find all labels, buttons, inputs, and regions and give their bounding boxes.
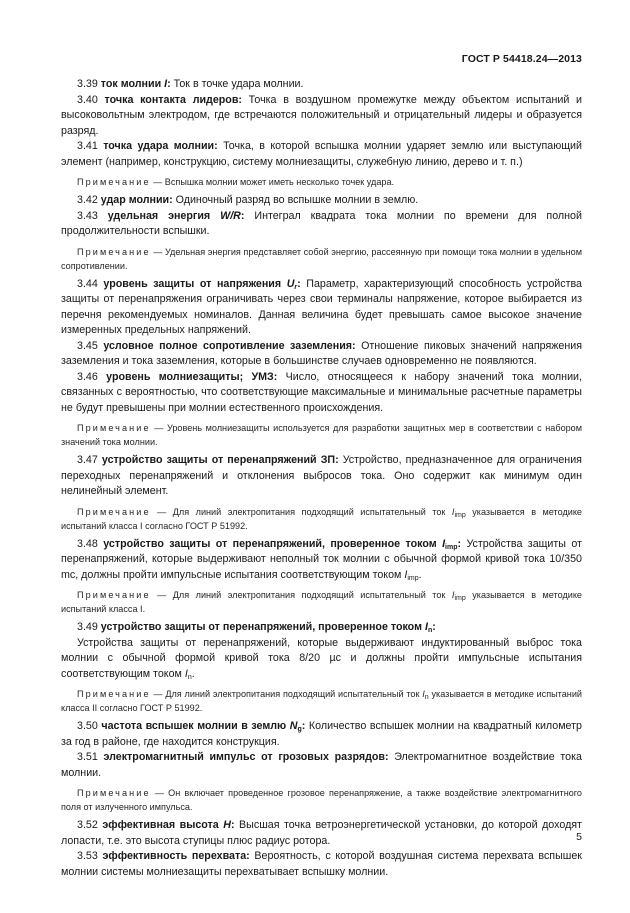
document-header: ГОСТ Р 54418.24—2013 bbox=[461, 53, 582, 65]
document-body bbox=[61, 77, 582, 880]
entry-number: 3.50 bbox=[77, 720, 98, 732]
entry-number: 3.46 bbox=[77, 370, 98, 383]
term: условное полное сопротивление заземления: bbox=[103, 339, 356, 352]
symbol: I bbox=[164, 78, 168, 90]
definition: Число, относящееся к набору значений тока молнии, связанных с вероятностью, что соответствующие максимальные и минимальные расчетные параметры не будут превышены при молнии естественного происхождения. bbox=[61, 370, 582, 414]
entry-number: 3.44 bbox=[77, 277, 98, 290]
term: уровень молниезащиты; УМЗ: bbox=[106, 370, 278, 383]
symbol: H bbox=[223, 819, 231, 831]
definition: Точка, в которой вспышка молнии ударяет землю или выступающий элемент (например, конструкцию, систему молниезащиты, служебную линию, дерево и т. п.) bbox=[61, 140, 582, 168]
term: ток молнии bbox=[100, 78, 162, 90]
entry-3-41 bbox=[61, 139, 582, 170]
entry-number: 3.52 bbox=[77, 819, 98, 831]
entry-3-43: 3.43 удельная энергия W/R: Интеграл квадрата тока молнии по времени для полной продолжительности вспышки. bbox=[61, 209, 582, 237]
note-3-43: Примечание — Удельная энергия представляет собой энергию, рассеянную при помощи тока молнии в удельном сопротивлении. bbox=[61, 246, 582, 271]
entry-3-44: 3.44 уровень защиты от напряжения $U_r$: Параметр, характеризующий способность устройства защиты от перенапряжения ограничивать через свои терминалы напряжение, которое выбирается из перечня рекомендуемых номиналов. Данная величина будет превышать самое высокое значение измеренных предельных напряжений. bbox=[61, 277, 582, 336]
definition: Устройство, предназначенное для ограничения переходных перенапряжений и отклонения выбросов тока. Оно содержит как минимум один нелинейный элемент. bbox=[61, 454, 582, 497]
symbol: I bbox=[422, 689, 425, 699]
entry-number: 3.49 bbox=[77, 621, 98, 633]
note-text: Он включает проведенное грозовое перенапряжение, а также воздействие электромагнитного поля от излученного импульса. bbox=[61, 788, 582, 812]
term: эффективная высота bbox=[102, 819, 219, 831]
note-text: Для линий электропитания подходящий испытательный ток bbox=[165, 689, 423, 699]
entry-3-51 bbox=[61, 750, 582, 781]
entry-3-50: 3.50 частота вспышек молнии в землю $N_g$: Количество вспышек молнии на квадратный километр за год в районе, где находится конструкция. bbox=[61, 720, 582, 748]
term: устройство защиты от перенапряжений, проверенное током bbox=[103, 537, 437, 550]
symbol: I bbox=[424, 621, 428, 633]
entry-3-40 bbox=[61, 93, 582, 140]
note-label: Примечание bbox=[77, 423, 151, 433]
entry-3-46 bbox=[61, 370, 582, 417]
definition: Отношение пиковых значений напряжения заземления и тока заземления, которые в большинстве случаев одновременно не появляются. bbox=[61, 339, 582, 367]
note-text: Для линий электропитания подходящий испытательный ток bbox=[172, 590, 452, 600]
note-3-46: Примечание — Уровень молниезащиты используется для разработки защитных мер в соответствии с набором значений тока молнии. bbox=[61, 423, 582, 447]
symbol: I bbox=[442, 537, 446, 550]
entry-number: 3.53 bbox=[77, 850, 98, 862]
entry-3-49: 3.49 устройство защиты от перенапряжений, проверенное током $I_n$: bbox=[77, 621, 436, 634]
note-label: Примечание bbox=[77, 689, 151, 699]
entry-number: 3.39 bbox=[77, 78, 98, 90]
definition: Интеграл квадрата тока молнии по времени для полной продолжительности вспышки. bbox=[61, 209, 582, 237]
note-3-48: Примечание — Для линий электропитания подходящий испытательный ток $I_{imp}$ указывается в методике испытаний класса I. bbox=[61, 590, 582, 614]
term: эффективность перехвата: bbox=[102, 850, 250, 862]
term: точка контакта лидеров: bbox=[104, 93, 242, 106]
definition: Ток в точке удара молнии. bbox=[170, 78, 304, 90]
note-3-47: Примечание — Для линий электропитания подходящий испытательный ток $I_{imp}$ указывается в методике испытаний класса I согласно ГОСТ Р 51992. bbox=[61, 506, 582, 531]
definition: Одиночный разряд во вспышке молнии в землю. bbox=[172, 194, 419, 206]
note-3-41: Примечание — Вспышка молнии может иметь несколько точек удара. bbox=[77, 177, 395, 187]
note-label: Примечание bbox=[77, 788, 151, 798]
symbol: U bbox=[286, 277, 295, 290]
entry-number: 3.42 bbox=[77, 194, 98, 206]
note-label: Примечание bbox=[77, 506, 151, 517]
entry-number: 3.51 bbox=[77, 751, 98, 763]
entry-number: 3.41 bbox=[77, 140, 98, 152]
definition: Параметр, характеризующий способность устройства защиты от перенапряжения ограничивать через свои терминалы напряжение, которое выбирается из перечня рекомендуемых номиналов. Данная величина будет превышать самое высокое значение измеренных предельных напряжений. bbox=[61, 277, 582, 336]
entry-3-39: 3.39 ток молнии I: Ток в точке удара молнии. bbox=[77, 78, 304, 90]
term: уровень защиты от напряжения bbox=[103, 277, 282, 290]
term: частота вспышек молнии в землю bbox=[101, 720, 287, 732]
entry-3-47 bbox=[61, 453, 582, 500]
term: удар молнии: bbox=[100, 194, 173, 206]
definition: Устройства защиты от перенапряжений, которые выдерживают индуктированный выброс тока молнии с обычной формой кривой тока 8/20 µс и должны пройти импульсные испытания соответствующим током bbox=[61, 636, 582, 680]
definition: Количество вспышек молнии на квадратный километр за год в районе, где находится конструкция. bbox=[61, 720, 582, 748]
entry-3-49-definition: Устройства защиты от перенапряжений, которые выдерживают индуктированный выброс тока молнии с обычной формой кривой тока 8/20 µс и должны пройти импульсные испытания соответствующим током $I_n$. bbox=[61, 636, 582, 681]
entry-3-48: 3.48 устройство защиты от перенапряжений, проверенное током $I_{imp}$: Устройства защиты от перенапряжений, которые выдерживают неполный ток молнии с обычной формой кривой тока 10/350 mс, должны пройти импульсные испытания соответствующим током $I_{imp}$. bbox=[61, 537, 582, 582]
symbol: N bbox=[289, 720, 298, 732]
note-text: Вспышка молнии может иметь несколько точек удара. bbox=[164, 177, 395, 187]
definition: Электромагнитное воздействие тока молнии. bbox=[61, 751, 582, 779]
definition: Устройства защиты от перенапряжений, которые выдерживают неполный ток молнии с обычной формой кривой тока 10/350 mс, должны пройти импульсные испытания соответствующим током bbox=[61, 537, 582, 581]
entry-number: 3.43 bbox=[77, 209, 98, 222]
term: удельная энергия bbox=[107, 209, 211, 222]
entry-3-45 bbox=[61, 339, 582, 370]
note-text: Удельная энергия представляет собой энергию, рассеянную при помощи тока молнии в удельном сопротивлении. bbox=[61, 246, 582, 271]
definition: Вероятность, с которой воздушная система перехвата вспышек молнии системы молниезащиты перехватывает вспышку молнии. bbox=[61, 850, 582, 878]
term: устройство защиты от перенапряжений ЗП: bbox=[101, 454, 339, 466]
entry-number: 3.47 bbox=[77, 454, 98, 466]
note-label: Примечание bbox=[77, 246, 151, 257]
page-number: 5 bbox=[576, 831, 582, 843]
entry-number: 3.45 bbox=[77, 339, 98, 352]
term: устройство защиты от перенапряжений, проверенное током bbox=[100, 621, 422, 633]
entry-3-53 bbox=[61, 849, 582, 880]
note-3-51: Примечание — Он включает проведенное грозовое перенапряжение, а также воздействие электромагнитного поля от излученного импульса. bbox=[61, 788, 582, 812]
symbol: I bbox=[451, 506, 455, 517]
entry-number: 3.48 bbox=[77, 537, 98, 550]
symbol: W/R bbox=[220, 209, 241, 222]
note-3-49: Примечание — Для линий электропитания подходящий испытательный ток $I_n$ указывается в методике испытаний класса II согласно ГОСТ Р 51992. bbox=[61, 689, 582, 713]
note-text: Уровень молниезащиты используется для разработки защитных мер в соответствии с набором значений тока молнии. bbox=[61, 423, 582, 447]
term: точка удара молнии: bbox=[103, 140, 218, 152]
entry-number: 3.40 bbox=[77, 93, 98, 106]
definition: Точка в воздушном промежутке между объектом испытаний и высоковольтным электродом, где встречаются положительный и отрицательный лидеры и образуется разряд. bbox=[61, 93, 582, 137]
term: электромагнитный импульс от грозовых разрядов: bbox=[103, 751, 389, 763]
symbol: I bbox=[451, 590, 455, 600]
note-label: Примечание bbox=[77, 177, 151, 187]
entry-3-52: 3.52 эффективная высота H: Высшая точка ветроэнергетической установки, до которой доходят лопасти, т.е. это высота ступицы плюс радиус ротора. bbox=[61, 819, 582, 847]
note-text: Для линий электропитания подходящий испытательный ток bbox=[172, 506, 452, 517]
definition: Высшая точка ветроэнергетической установки, до которой доходят лопасти, т.е. это высота ступицы плюс радиус ротора. bbox=[61, 819, 582, 847]
note-label: Примечание bbox=[77, 590, 151, 600]
entry-3-42 bbox=[61, 193, 582, 209]
